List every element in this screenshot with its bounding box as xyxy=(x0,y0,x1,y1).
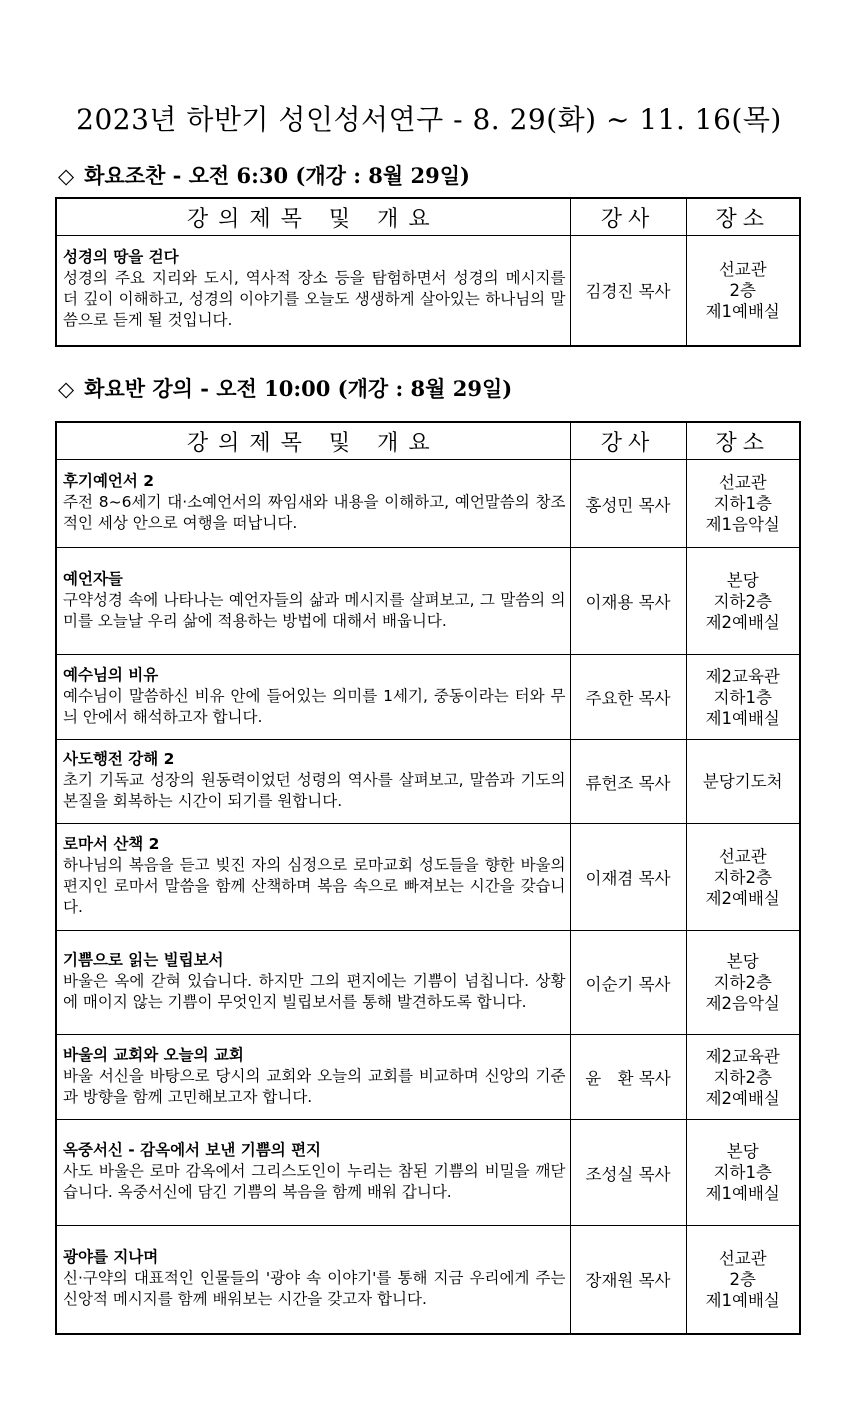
place-line: 제1예배실 xyxy=(705,1290,780,1310)
place-line: 선교관 xyxy=(718,259,767,279)
lecturer-cell: 조성실 목사 xyxy=(570,1120,686,1226)
place-cell xyxy=(686,460,800,548)
course-description: 초기 기독교 성장의 원동력이었던 성령의 역사를 살펴보고, 말씀과 기도의 본질을 회복하는 시간이 되기를 원합니다. xyxy=(63,771,566,810)
header-content: 강의제목 및 개요 xyxy=(56,198,570,236)
place-line: 제2교육관 xyxy=(705,1046,780,1066)
section-heading-tuesday-breakfast xyxy=(58,160,470,190)
course-description: 바울은 옥에 갇혀 있습니다. 하지만 그의 편지에는 기쁨이 넘칩니다. 상황에 매이지 않는 기쁨이 무엇인지 빌립보서를 통해 발견하도록 합니다. xyxy=(63,972,566,1011)
course-cell xyxy=(56,236,570,346)
course-cell xyxy=(56,1226,570,1334)
course-description: 신·구약의 대표적인 인물들의 '광야 속 이야기'를 통해 지금 우리에게 주는 신앙적 메시지를 함께 배워보는 시간을 갖고자 합니다. xyxy=(63,1268,566,1308)
place-line: 제2예배실 xyxy=(705,612,780,632)
class-schedule-table xyxy=(55,421,801,1335)
place-line: 제2교육관 xyxy=(705,666,780,686)
place-line: 제2예배실 xyxy=(705,888,780,908)
section-heading-tuesday-class xyxy=(58,373,512,403)
course-description: 성경의 주요 지리와 도시, 역사적 장소 등을 탐험하면서 성경의 메시지를 더 깊이 이해하고, 성경의 이야기를 오늘도 생생하게 살아있는 하나님의 말씀으로 듣게 될 것입니다. xyxy=(63,269,566,330)
place-line: 제1예배실 xyxy=(705,1184,780,1203)
lecturer-cell: 김경진 목사 xyxy=(570,236,686,346)
table-header-row xyxy=(56,422,800,460)
header-place: 장소 xyxy=(686,422,800,460)
place-line: 분당기도처 xyxy=(702,772,783,791)
course-description: 하나님의 복음을 듣고 빚진 자의 심정으로 로마교회 성도들을 향한 바울의 편지인 로마서 말씀을 함께 산책하며 복음 속으로 빠져보는 시간을 갖습니다. xyxy=(63,856,566,916)
place-line: 지하1층 xyxy=(713,1163,772,1182)
lecturer-cell: 류헌조 목사 xyxy=(570,740,686,824)
course-cell xyxy=(56,1120,570,1226)
place-line: 본당 xyxy=(726,1142,759,1161)
place-cell xyxy=(686,236,800,346)
diamond-icon: ◇ xyxy=(58,164,75,188)
course-description: 사도 바울은 로마 감옥에서 그리스도인이 누리는 참된 기쁨의 비밀을 깨닫습니다. 옥중서신에 담긴 기쁨의 복음을 함께 배워 갑니다. xyxy=(63,1162,566,1201)
course-cell xyxy=(56,460,570,548)
place-line: 본당 xyxy=(726,952,759,971)
table-row xyxy=(56,1226,800,1334)
header-lecturer: 강사 xyxy=(570,422,686,460)
header-lecturer: 강사 xyxy=(570,198,686,236)
place-line: 지하1층 xyxy=(713,687,772,707)
table-row xyxy=(56,824,800,931)
table-row xyxy=(56,548,800,655)
course-cell xyxy=(56,931,570,1035)
course-cell xyxy=(56,824,570,931)
course-title: 성경의 땅을 걷다 xyxy=(63,248,179,267)
course-title: 광야를 지나며 xyxy=(63,1247,159,1266)
place-line: 제1음악실 xyxy=(705,515,780,534)
table-header-row xyxy=(56,198,800,236)
lecturer-cell: 홍성민 목사 xyxy=(570,460,686,548)
table-row xyxy=(56,1120,800,1226)
place-line: 제2음악실 xyxy=(705,994,780,1013)
place-line: 지하1층 xyxy=(713,494,772,513)
place-line: 제1예배실 xyxy=(705,708,780,728)
place-line: 지하2층 xyxy=(713,1067,772,1087)
place-line: 선교관 xyxy=(718,473,767,492)
header-place: 장소 xyxy=(686,198,800,236)
lecturer-cell: 이순기 목사 xyxy=(570,931,686,1035)
place-line: 지하2층 xyxy=(713,867,772,887)
place-cell xyxy=(686,1035,800,1120)
place-cell xyxy=(686,548,800,655)
table-row xyxy=(56,1035,800,1120)
course-title: 기쁨으로 읽는 빌립보서 xyxy=(63,951,224,969)
course-cell xyxy=(56,548,570,655)
table-row xyxy=(56,236,800,346)
place-cell xyxy=(686,740,800,824)
diamond-icon: ◇ xyxy=(58,377,75,401)
course-description: 주전 8~6세기 대·소예언서의 짜임새와 내용을 이해하고, 예언말씀의 창조적인 세상 안으로 여행을 떠납니다. xyxy=(63,493,566,532)
place-line: 2층 xyxy=(729,1269,756,1289)
place-cell xyxy=(686,931,800,1035)
place-line: 2층 xyxy=(729,280,756,300)
lecturer-cell: 장재원 목사 xyxy=(570,1226,686,1334)
section-heading-text: 화요조찬 - 오전 6:30 (개강 : 8월 29일) xyxy=(84,163,470,188)
course-cell xyxy=(56,1035,570,1120)
lecturer-cell: 이재용 목사 xyxy=(570,548,686,655)
course-description: 구약성경 속에 나타나는 예언자들의 삶과 메시지를 살펴보고, 그 말씀의 의미를 오늘날 우리 삶에 적용하는 방법에 대해서 배웁니다. xyxy=(63,590,566,630)
table-row xyxy=(56,931,800,1035)
place-cell xyxy=(686,1226,800,1334)
place-line: 선교관 xyxy=(718,846,767,866)
lecturer-cell: 윤 환 목사 xyxy=(570,1035,686,1120)
place-line: 지하2층 xyxy=(713,591,772,611)
place-line: 제2예배실 xyxy=(705,1088,780,1108)
course-title: 바울의 교회와 오늘의 교회 xyxy=(63,1045,244,1064)
place-cell xyxy=(686,1120,800,1226)
section-heading-text: 화요반 강의 - 오전 10:00 (개강 : 8월 29일) xyxy=(84,376,513,401)
course-title: 예언자들 xyxy=(63,569,123,588)
course-description: 바울 서신을 바탕으로 당시의 교회와 오늘의 교회를 비교하며 신앙의 기준과 방향을 함께 고민해보고자 합니다. xyxy=(63,1066,566,1106)
course-cell xyxy=(56,655,570,740)
table-row xyxy=(56,460,800,548)
table-row xyxy=(56,740,800,824)
course-title: 옥중서신 - 감옥에서 보낸 기쁨의 편지 xyxy=(63,1141,322,1159)
header-content: 강의제목 및 개요 xyxy=(56,422,570,460)
breakfast-schedule-table xyxy=(55,197,801,347)
course-cell xyxy=(56,740,570,824)
place-line: 제1예배실 xyxy=(705,301,780,321)
course-title: 예수님의 비유 xyxy=(63,665,159,684)
course-description: 예수님이 말씀하신 비유 안에 들어있는 의미를 1세기, 중동이라는 터와 무늬 안에서 해석하고자 합니다. xyxy=(63,686,566,726)
course-title: 로마서 산책 2 xyxy=(63,835,160,853)
course-title: 후기예언서 2 xyxy=(63,472,155,490)
lecturer-cell: 이재겸 목사 xyxy=(570,824,686,931)
place-line: 지하2층 xyxy=(713,973,772,992)
place-cell xyxy=(686,655,800,740)
lecturer-cell: 주요한 목사 xyxy=(570,655,686,740)
page-title: 2023년 하반기 성인성서연구 - 8. 29(화) ~ 11. 16(목) xyxy=(76,103,782,136)
table-row xyxy=(56,655,800,740)
course-title: 사도행전 강해 2 xyxy=(63,750,175,768)
place-line: 선교관 xyxy=(718,1248,767,1268)
place-line: 본당 xyxy=(726,570,759,590)
place-cell xyxy=(686,824,800,931)
